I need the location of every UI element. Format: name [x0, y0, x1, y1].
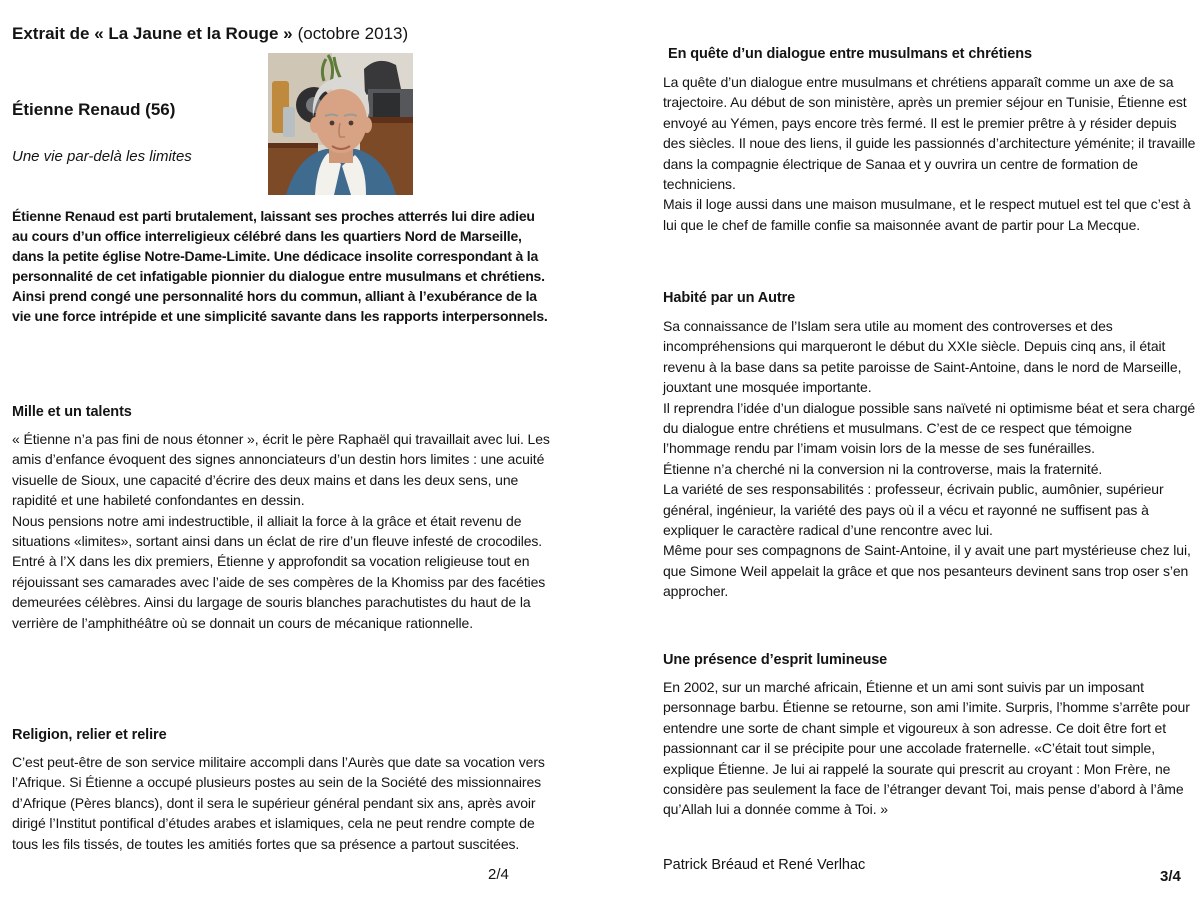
section-heading-en-quete-dun-dialogue: En quête d’un dialogue entre musulmans et chrétiens — [668, 45, 1032, 62]
section-body — [663, 677, 1196, 820]
section-heading-mille-et-un-talents: Mille et un talents — [12, 403, 132, 420]
paragraph: Sa connaissance de l’Islam sera utile au moment des controverses et des incompréhensions qui marqueront le début du XXIe siècle. Depuis cinq ans, il était revenu à la base dans sa petite paroisse de Saint-Antoine, dans le nord de Marseille, jouxtant une mosquée importante. — [663, 318, 1182, 396]
paragraph: C’est peut-être de son service militaire accompli dans l’Aurès que date sa vocation vers l’Afrique. Si Étienne a occupé plusieurs postes au sein de la Société des missionnaires d’Afrique (Pères blancs), dont il sera le supérieur général pendant six ans, après avoir dirigé l’Institut pontifical d’études arabes et islamiques, cela ne peut rendre compte de tous les fils tissés, de toutes les amitiés fortes que sa présence a partout suscitées. — [12, 754, 545, 852]
section-body — [12, 429, 552, 633]
lead-paragraphs — [12, 206, 552, 326]
article-subtitle: Une vie par-delà les limites — [12, 148, 192, 165]
paragraph: La variété de ses responsabilités : professeur, écrivain public, aumônier, supérieur général, ingénieur, la variété des pays où il a vécu et rayonné ne suffisent pas à expliquer le caractère radical d’une rencontre avec lui. — [663, 481, 1164, 539]
paragraph: En 2002, sur un marché africain, Étienne et un ami sont suivis par un imposant personnage barbu. Étienne se retourne, son ami l’imite. Surpris, l’homme s’arrête pour entendre une sorte de chant simple et vigoureux à son adresse. Ce doit être fort et passionnant car il se précipite pour une accolade fraternelle. «C’était tout simple, explique Étienne. Je lui ai rappelé la sourate qui prescrit au croyant : Mon Frère, ne considère pas seulement la face de l’étranger devant Toi, mais pense d’abord à l’âme qu’Allah lui a donnée comme à Toi. » — [663, 679, 1190, 818]
page-number-left: 2/4 — [488, 866, 509, 883]
lead-paragraph: Ainsi prend congé une personnalité hors du commun, alliant à l’exubérance de la vie une force intrépide et une simplicité savante dans les rapports interpersonnels. — [12, 288, 548, 324]
section-heading-une-presence-desprit-lumineuse: Une présence d’esprit lumineuse — [663, 651, 888, 668]
paragraph: La quête d’un dialogue entre musulmans et chrétiens apparaît comme un axe de sa trajectoire. Au début de son ministère, après un premier séjour en Tunisie, Étienne est envoyé au Yémen, pays encore très fermé. Il est le premier prêtre à y résider depuis des siècles. Il noue des liens, il guide les passionnés d’architecture yéménite; il travaille dans la compagnie électrique de Sanaa et y ouvrira un centre de formation de techniciens. — [663, 74, 1196, 193]
paragraph: Entré à l’X dans les dix premiers, Étienne y approfondit sa vocation religieuse tout en réjouissant ses camarades avec l’aide de ses compères de la Khomiss par des facéties demeurées célèbres. Ainsi du largage de souris blanches parachutistes du haut de la verrière de l’amphithéâtre où se donnait un cours de mécanique rationnelle. — [12, 553, 546, 631]
title-date: (octobre 2013) — [297, 24, 409, 44]
page-left — [12, 0, 552, 900]
paragraph: Il reprendra l’idée d’un dialogue possible sans naïveté ni optimisme béat et sera chargé du dialogue entre chrétiens et musulmans. C’est de ce respect que témoigne l’hommage rendu par l’imam voisin lors de la messe de ses funérailles. — [663, 399, 1196, 457]
document-title — [12, 23, 552, 45]
paragraph: Même pour ses compagnons de Saint-Antoine, il y avait une part mystérieuse chez lui, que Simone Weil appelait la grâce et que nos pesanteurs devinent sans trop oser s’en approcher. — [663, 542, 1191, 600]
section-heading-religion-relier-et-relire: Religion, relier et relire — [12, 726, 167, 743]
paragraph: Étienne n’a cherché ni la conversion ni la controverse, mais la fraternité. — [663, 460, 1103, 477]
section-body — [12, 752, 552, 854]
paragraph: « Étienne n’a pas fini de nous étonner », écrit le père Raphaël qui travaillait avec lui. Les amis d’enfance évoquent des signes annonciateurs d’un destin hors limites : une acuité visuelle de Sioux, une capacité d’écrire des deux mains et dans les deux sens, une rapidité et une habileté confondantes en dessin. — [12, 431, 550, 509]
portrait-photo-image — [268, 53, 413, 195]
section-body — [663, 72, 1196, 235]
title-source: Extrait de « La Jaune et la Rouge » — [12, 24, 293, 44]
paragraph: Mais il loge aussi dans une maison musulmane, et le respect mutuel est tel que c’est à lui que le chef de famille confie sa maisonnée avant de partir pour La Mecque. — [663, 196, 1191, 233]
section-heading-habite-par-un-autre: Habité par un Autre — [663, 289, 796, 306]
portrait-photo — [268, 53, 413, 195]
person-name-heading: Étienne Renaud (56) — [12, 100, 176, 120]
section-body — [663, 316, 1196, 602]
byline: Patrick Bréaud et René Verlhac — [663, 857, 866, 873]
page-number-right: 3/4 — [1160, 868, 1181, 885]
lead-paragraph: Étienne Renaud est parti brutalement, laissant ses proches atterrés lui dire adieu au cours d’un office interreligieux célébré dans les quartiers Nord de Marseille, dans la petite église Notre-Dame-Limite. Une dédicace insolite correspondant à la personnalité de cet infatigable pionnier du dialogue entre musulmans et chrétiens. — [12, 208, 545, 284]
page-right — [663, 0, 1196, 900]
paragraph: Nous pensions notre ami indestructible, il alliait la force à la grâce et était revenu de situations «limites», sortant ainsi dans un éclat de rire d’un fleuve infesté de crocodiles. — [12, 512, 543, 550]
